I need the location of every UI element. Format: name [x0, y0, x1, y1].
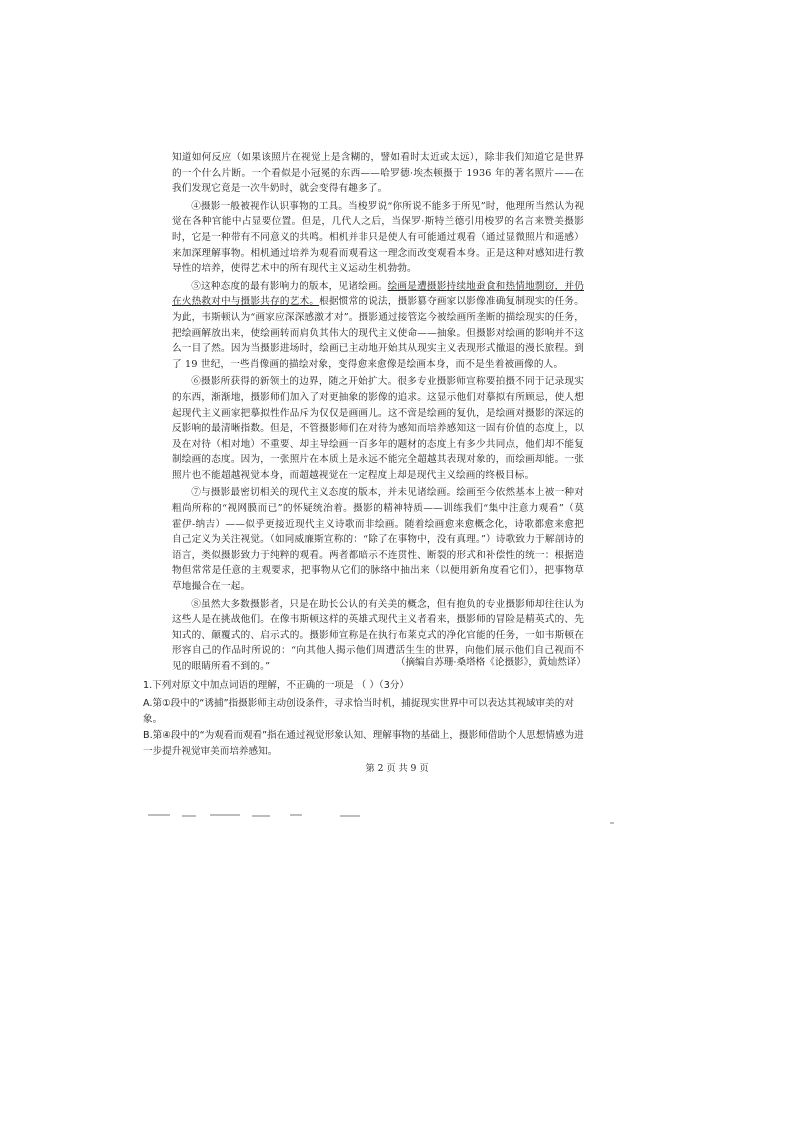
scan-artifact [140, 808, 620, 828]
underlined-sentence: 绘画是遭摄影持续地蚕食和热情地剽窃，并仍在火热救对中与摄影共存的艺术。 [172, 280, 585, 308]
paragraph-8: ⑧虽然大多数摄影者，只是在助长公认的有关美的概念，但有抱负的专业摄影师却往往认为这些人是在挑战他们。在像韦斯顿这样的英雄式现代主义者看来，摄影师的冒险是精英式的、先知式的、颠覆式的、启示式的。摄影师宣称是在执行布莱克式的净化官能的任务，一如韦斯顿在形容自己的作品时所说的：“向其他人揭示他们周遭活生生的世界，向他们展示他们自己视而不见的眼睛所看不到的。” [172, 598, 584, 672]
paragraph-4: ④摄影一般被视作认识事物的工具。当梭罗说“你所说不能多于所见”时，他理所当然认为视觉在各种官能中占显要位置。但是，几代人之后，当保罗·斯特兰德引用梭罗的名言来赞美摄影时，它是一种带有不同意义的共鸣。相机并非只是使人有可能通过观看（通过显微照片和遥感）来加深理解事物。相机通过培养为观看而观看这一理念而改变观看本身。正是这种对感知进行教导性的培养，使得艺术中的所有现代主义运动生机勃勃。 [172, 200, 584, 275]
paragraph-5-rest: 根据惯常的说法，摄影篡夺画家以影像准确复制现实的任务。为此，韦斯顿认为“画家应深深感激才对”。摄影通过接管迄今被绘画所垄断的描绘现实的任务，把绘画解放出来，使绘画转而肩负其伟大的现代主义使命——抽象。但摄影对绘画的影响并不这么一目了然。因为当摄影进场时，绘画已主动地开始其从现实主义表现形式撤退的漫长旅程。到了 19 世纪，一些肖像画的描绘对象，变得愈来愈像是绘画本身，而不是坐着被画像的人。 [172, 296, 585, 370]
reading-passage [172, 150, 584, 675]
paragraph-3-continued: 知道如何反应（如果该照片在视觉上是含糊的，譬如看时太近或太远），除非我们知道它是世界的一个什么片断。一个看似是小冠冕的东西——哈罗德·埃杰顿摄于 1936 年的著名照片——在我们发现它竟是一次牛奶时，就会变得有趣多了。 [172, 152, 584, 195]
page-footer: 第 2 页 共 9 页 [365, 763, 429, 774]
paragraph-5-start: ⑤这种态度的最有影响力的版本，见诸绘画。 [191, 280, 388, 292]
paragraph-7: ⑦与摄影最密切相关的现代主义态度的版本，并未见诸绘画。绘画至今依然基本上被一种对粗尚所称的“视网膜而已”的怀疑统治着。摄影的精神特质——训练我们“集中注意力观看”（莫霍伊-纳吉）——似乎更接近现代主义诗歌而非绘画。随着绘画愈来愈概念化，诗歌都愈来愈把自己定义为关注视觉。（如同威廉斯宣称的：“除了在事物中，没有真理。”）诗歌致力于解剖诗的语言，类似摄影致力于纯粹的观看。两者都暗示不连贯性、断裂的形式和补偿性的统一：根据造物但常常是任意的主观要求，把事物从它们的脉络中抽出来（以便用新角度看它们），把事物草草地撮合在一起。 [172, 487, 584, 593]
question-stem: 1.下列对原文中加点词语的理解，不正确的一项是 （ ）（3分） [143, 680, 409, 691]
option-b: B.第④段中的“为观看而观看”指在通过视觉形象认知、理解事物的基础上，摄影师借助个人思想情感为进一步提升视觉审美而培养感知。 [143, 730, 584, 757]
paragraph-5 [172, 279, 584, 373]
option-a: A.第①段中的“诱捕”指摄影师主动创设条件，寻求恰当时机，捕捉现实世界中可以表达其视域审美的对象。 [143, 698, 574, 725]
source-citation: （摘编自苏珊·桑塔格《论摄影》，黄灿然译） [395, 657, 586, 668]
paragraph-6: ⑥摄影所获得的新领土的边界，随之开始扩大。很多专业摄影师宣称要拍摄不同于记录现实的东西，渐渐地，摄影师们加入了对更抽象的影像的追求。这显示他们对摹拟有所顾忌，使人想起现代主义画家把摹拟性作品斥为仅仅是画画儿。这不啻是绘画的复仇，是绘画对摄影的深远的反影响的最清晰指数。但是，不管摄影师们在对待为感知而培养感知这一固有价值的态度上，以及在对待（相对地）不重要、却主导绘画一百多年的题材的态度上有多少共同点，他们却不能复制绘画的态度。因为，一张照片在本质上是永远不能完全超越其表现对象的，而绘画却能。一张照片也不能超越视觉本身，而超越视觉在一定程度上却是现代主义绘画的终极目标。 [172, 376, 584, 481]
question-1 [143, 678, 591, 760]
